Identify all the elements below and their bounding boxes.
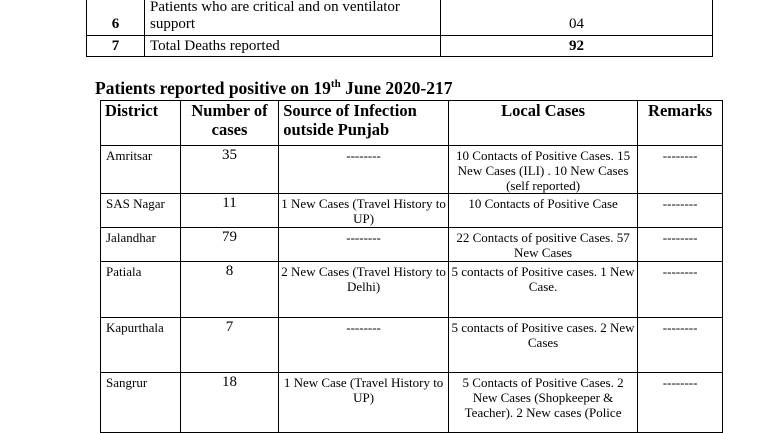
- cases-cell: 7: [180, 318, 278, 373]
- summary-row: [87, 36, 713, 57]
- remarks-cell: --------: [638, 318, 723, 373]
- table-row: [101, 318, 723, 373]
- table-header-row: [101, 101, 723, 146]
- header-remarks: Remarks: [638, 101, 723, 146]
- table-row: [101, 373, 723, 433]
- remarks-cell: --------: [638, 373, 723, 433]
- table-row: [101, 228, 723, 262]
- district-cell: SAS Nagar: [101, 194, 181, 228]
- table-row: [101, 194, 723, 228]
- section-title-sup: th: [330, 78, 341, 91]
- table-row: [101, 146, 723, 194]
- remarks-cell: --------: [638, 146, 723, 194]
- local-cell: 5 contacts of Positive cases. 1 New Case.: [448, 262, 637, 318]
- remarks-cell: --------: [638, 228, 723, 262]
- cases-cell: 35: [180, 146, 278, 194]
- summary-description: Total Deaths reported: [145, 36, 441, 57]
- remarks-cell: --------: [638, 194, 723, 228]
- header-number-of-cases: Number of cases: [180, 101, 278, 146]
- source-cell: 1 New Cases (Travel History to UP): [279, 194, 449, 228]
- cases-cell: 18: [180, 373, 278, 433]
- summary-sno: 7: [87, 36, 145, 57]
- district-cell: Jalandhar: [101, 228, 181, 262]
- summary-description: Patients who are critical and on ventilator support: [145, 0, 441, 36]
- header-district: District: [101, 101, 181, 146]
- table-row: [101, 262, 723, 318]
- source-cell: --------: [279, 146, 449, 194]
- header-source-of-infection: Source of Infection outside Punjab: [279, 101, 449, 146]
- cases-cell: 8: [180, 262, 278, 318]
- cases-cell: 11: [180, 194, 278, 228]
- district-cell: Kapurthala: [101, 318, 181, 373]
- source-cell: 2 New Cases (Travel History to Delhi): [279, 262, 449, 318]
- summary-table: [86, 0, 713, 57]
- source-cell: --------: [279, 318, 449, 373]
- summary-value: 92: [441, 36, 713, 57]
- local-cell: 5 contacts of Positive cases. 2 New Cases: [448, 318, 637, 373]
- district-table: [100, 100, 723, 433]
- district-cell: Sangrur: [101, 373, 181, 433]
- district-cell: Patiala: [101, 262, 181, 318]
- summary-row: [87, 0, 713, 36]
- local-cell: 10 Contacts of Positive Case: [448, 194, 637, 228]
- section-title-prefix: Patients reported positive on 19: [95, 78, 331, 98]
- source-cell: --------: [279, 228, 449, 262]
- district-cell: Amritsar: [101, 146, 181, 194]
- cases-cell: 79: [180, 228, 278, 262]
- section-title: [95, 78, 453, 99]
- local-cell: 10 Contacts of Positive Cases. 15 New Cases (ILI) . 10 New Cases (self reported): [448, 146, 637, 194]
- header-local-cases: Local Cases: [448, 101, 637, 146]
- local-cell: 22 Contacts of positive Cases. 57 New Cases: [448, 228, 637, 262]
- summary-value: 04: [441, 0, 713, 36]
- section-title-suffix: June 2020-217: [340, 78, 453, 98]
- local-cell: 5 Contacts of Positive Cases. 2 New Cases (Shopkeeper & Teacher). 2 New cases (Police: [448, 373, 637, 433]
- source-cell: 1 New Case (Travel History to UP): [279, 373, 449, 433]
- summary-sno: 6: [87, 0, 145, 36]
- remarks-cell: --------: [638, 262, 723, 318]
